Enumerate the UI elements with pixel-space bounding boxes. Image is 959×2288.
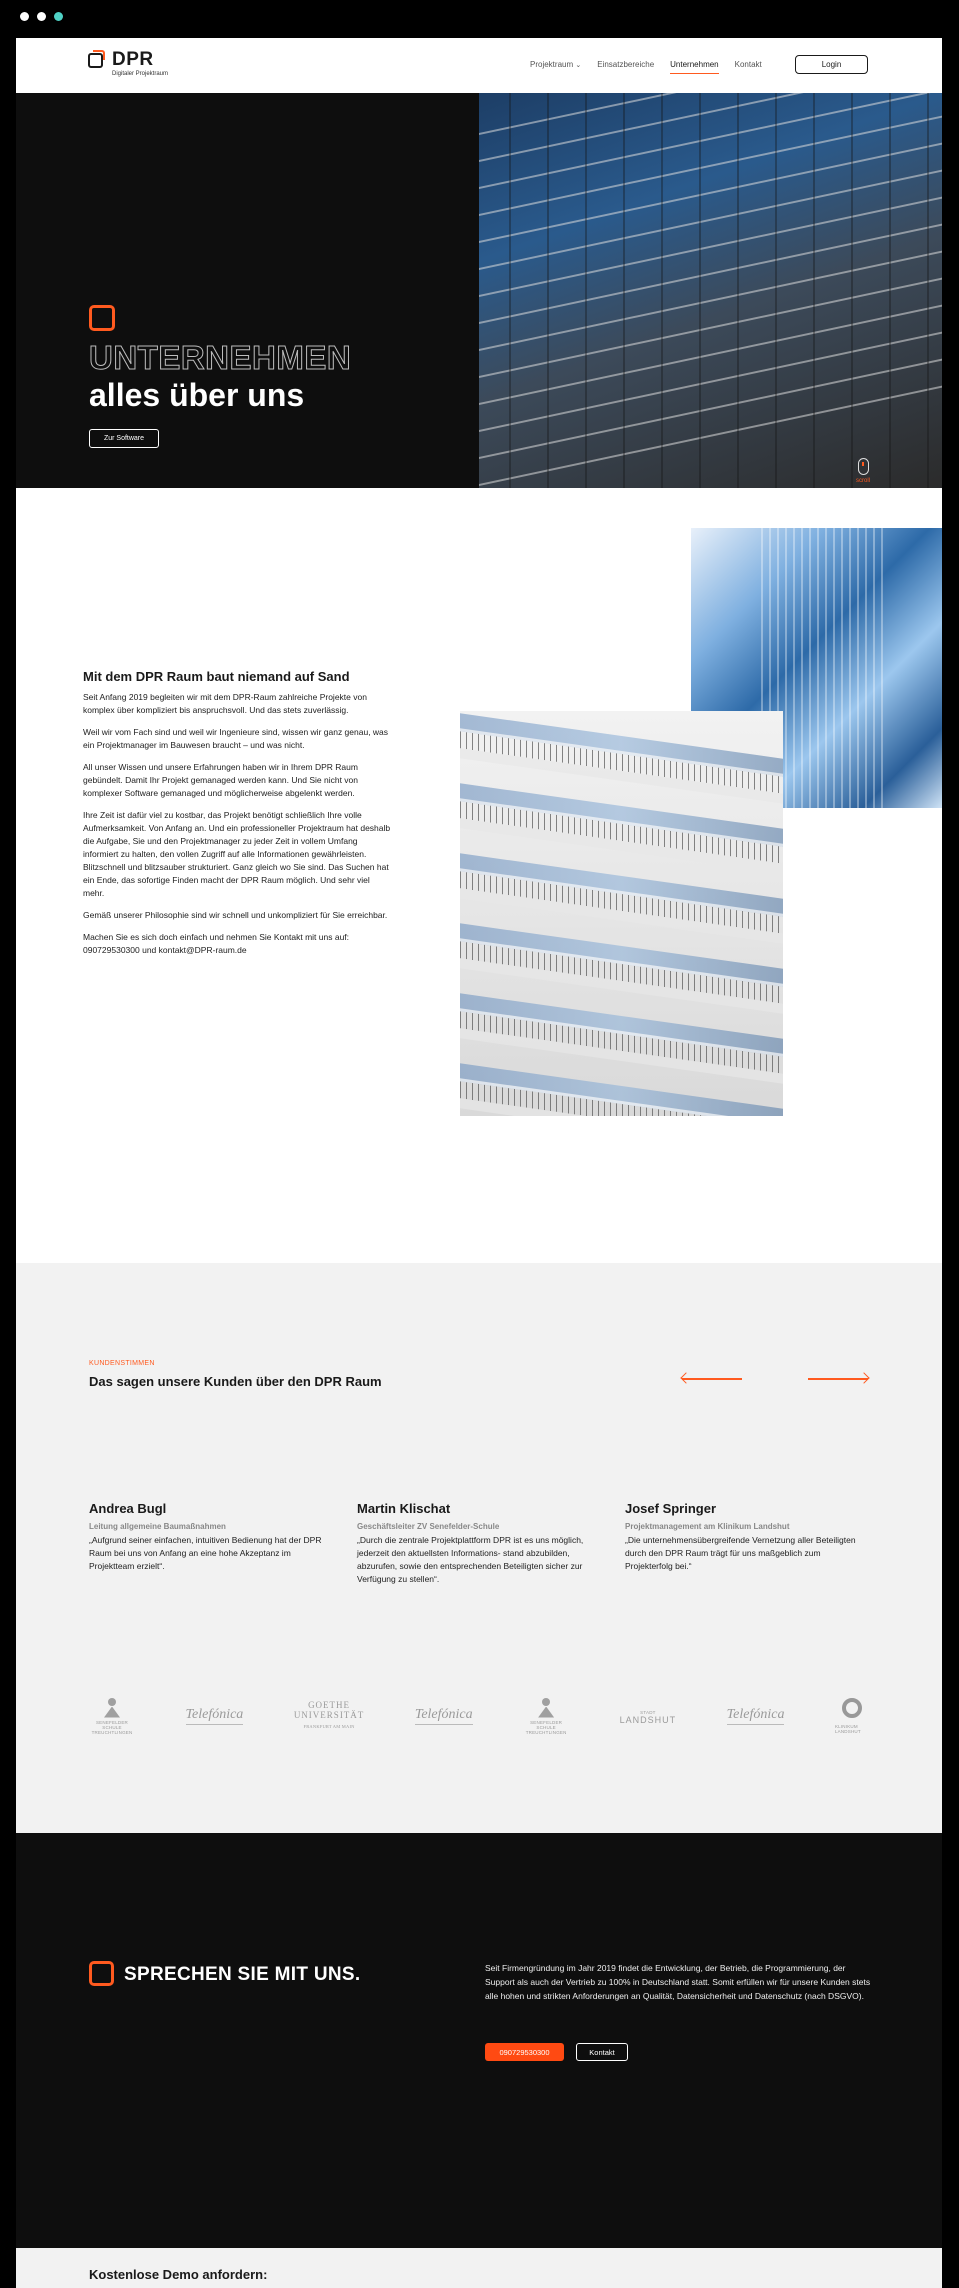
arrow-right-head — [858, 1372, 869, 1383]
nav-item-einsatzbereiche[interactable]: Einsatzbereiche — [597, 60, 655, 69]
testimonial-text: „Durch die zentrale Projektplattform DPR ist es uns möglich, jederzeit den aktuellsten Informations- stand abzubilden, abzurufen, sowie den entsprechenden Beteiligten sicher zur Verfügung zu stellen“. — [357, 1535, 584, 1584]
tower-glass-line — [825, 528, 827, 808]
tower-glass-line — [849, 528, 851, 808]
testimonial-card — [89, 1501, 329, 1573]
hero-column-line — [699, 93, 701, 488]
hero-column-line — [927, 93, 929, 488]
hero-column-line — [889, 93, 891, 488]
hero-column-line — [623, 93, 625, 488]
hero-building-image — [479, 93, 942, 488]
about-paragraph: Seit Anfang 2019 begleiten wir mit dem DPR-Raum zahlreiche Projekte von komplex über kompliziert bis anspruchsvoll. Und das stets zuverlässig. — [83, 692, 367, 715]
testimonial-card — [357, 1501, 597, 1586]
senefelder-logo-text: SENEFELDER SCHULE TREUCHTLINGEN — [525, 1719, 567, 1735]
telefonica-logo: Telefónica — [186, 1707, 244, 1725]
hero-column-line — [851, 93, 853, 488]
scroll-indicator[interactable] — [856, 458, 870, 484]
window-dot-1[interactable] — [20, 12, 29, 21]
contact-title: SPRECHEN SIE MIT UNS. — [124, 1964, 361, 1985]
testimonial-role: Projektmanagement am Klinikum Landshut — [625, 1522, 790, 1531]
figure-icon — [102, 1698, 122, 1718]
goethe-line-2: UNIVERSITÄT — [293, 1710, 365, 1720]
nav-label-projektraum: Projektraum — [530, 60, 574, 69]
scroll-label: scroll — [856, 478, 871, 484]
hero-column-line — [813, 93, 815, 488]
testimonial-text: „Aufgrund seiner einfachen, intuitiven Bedienung hat der DPR Raum bei uns von Anfang an eine hohe Akzeptanz im Projektteam erzielt“. — [89, 1535, 322, 1571]
window-dot-3[interactable] — [54, 12, 63, 21]
phone-button[interactable]: 090729530300 — [485, 2043, 564, 2061]
nav-item-projektraum[interactable] — [530, 60, 581, 69]
logo-text — [112, 50, 168, 77]
nav-item-kontakt[interactable]: Kontakt — [734, 60, 762, 69]
klinikum-logo-text: KLINIKUM LANDSHUT — [834, 1724, 861, 1734]
goethe-university-logo — [294, 1700, 365, 1732]
goethe-line-1: GOETHE — [308, 1700, 351, 1710]
contact-text: Seit Firmengründung im Jahr 2019 findet die Entwicklung, der Betrieb, die Programmierung, der Support als auch der Vertrieb zu 100% in Deutschland statt. Somit erfüllen wir für unsere Kunden stets alle hohen und strikten Anforderungen an Qualität, Datensicherheit und Datenschutz (nach DSGVO). — [485, 1963, 871, 2001]
brand-square-icon — [89, 305, 115, 331]
tower-glass-line — [873, 528, 875, 808]
tower-glass-line — [785, 528, 787, 808]
hero-column-line — [547, 93, 549, 488]
figure-icon — [536, 1698, 556, 1718]
about-paragraph: Machen Sie es sich doch einfach und nehmen Sie Kontakt mit uns auf: 090729530300 und kontakt@DPR-raum.de — [83, 932, 350, 955]
about-title: Mit dem DPR Raum baut niemand auf Sand — [83, 669, 350, 684]
about-paragraph: Ihre Zeit ist dafür viel zu kostbar, das Projekt benötigt schließlich Ihre volle Aufmerksamkeit. Von Anfang an. Und ein professioneller Projektraum hat deshalb die Aufgabe, Sie und den Projektmanager zu jeder Zeit in vollem Umfang informiert zu halten, den vollen Zugriff auf alle Informationen gewährleisten. Blitzschnell und blitzsauber strukturiert. Ganz gleich wo Sie sind. Das Suchen hat ein Ende, das sofortige Finden macht der DPR Raum möglich. Und sehr viel mehr. — [83, 810, 391, 898]
login-button[interactable]: Login — [795, 55, 868, 74]
senefelder-logo — [523, 1698, 569, 1735]
kontakt-button[interactable]: Kontakt — [576, 2043, 628, 2061]
tower-glass-line — [865, 528, 867, 808]
logo[interactable] — [88, 50, 168, 77]
next-arrow-button[interactable] — [808, 1373, 868, 1385]
hero-column-line — [509, 93, 511, 488]
window-dot-2[interactable] — [37, 12, 46, 21]
demo-title: Kostenlose Demo anfordern: — [89, 2267, 268, 2282]
testimonials-kicker: KUNDENSTIMMEN — [89, 1360, 155, 1367]
contact-section — [16, 1833, 942, 2248]
tower-glass-line — [857, 528, 859, 808]
demo-section — [16, 2248, 942, 2288]
hero-title: alles über uns — [89, 377, 305, 413]
hero-column-line — [585, 93, 587, 488]
senefelder-logo-text: SENEFELDER SCHULE TREUCHTLINGEN — [91, 1719, 133, 1735]
tower-glass-line — [841, 528, 843, 808]
window-controls — [20, 12, 63, 21]
tower-glass-line — [793, 528, 795, 808]
hero-section — [16, 93, 942, 488]
hero-column-line — [737, 93, 739, 488]
klinikum-ring-icon — [842, 1698, 862, 1718]
hero-column-line — [661, 93, 663, 488]
client-logos — [89, 1696, 869, 1736]
testimonial-name: Martin Klischat — [357, 1501, 451, 1516]
logo-mark-icon — [88, 50, 108, 70]
testimonial-role: Leitung allgemeine Baumaßnahmen — [89, 1522, 226, 1531]
senefelder-logo — [89, 1698, 135, 1735]
tower-glass-line — [833, 528, 835, 808]
telefonica-logo: Telefónica — [727, 1707, 785, 1725]
about-paragraph: Weil wir vom Fach sind und weil wir Ingenieure sind, wissen wir ganz genau, was ein Projektmanager im Bauwesen braucht – und was nicht. — [83, 727, 389, 750]
landshut-logo — [620, 1708, 677, 1725]
about-section — [16, 488, 942, 1263]
logo-subtitle: Digitaler Projektraum — [112, 71, 169, 77]
telefonica-logo: Telefónica — [415, 1707, 473, 1725]
site-header — [16, 38, 942, 93]
prev-arrow-button[interactable] — [682, 1373, 742, 1385]
tower-glass-line — [881, 528, 883, 808]
tower-glass-line — [801, 528, 803, 808]
brand-square-icon — [89, 1961, 114, 1986]
hero-column-line — [775, 93, 777, 488]
testimonial-card — [625, 1501, 865, 1573]
testimonials-section — [16, 1263, 942, 1833]
testimonial-text: „Die unternehmensübergreifende Vernetzung aller Beteiligten durch den DPR Raum trägt für uns maßgeblich zum Projekterfolg bei.“ — [625, 1535, 856, 1571]
about-paragraph: Gemäß unserer Philosophie sind wir schnell und unkompliziert für Sie erreichbar. — [83, 910, 388, 920]
browser-viewport — [16, 38, 942, 2288]
nav-item-unternehmen[interactable]: Unternehmen — [670, 60, 719, 69]
tower-glass-line — [809, 528, 811, 808]
main-nav — [530, 60, 762, 69]
testimonial-name: Andrea Bugl — [89, 1501, 167, 1516]
testimonials-title: Das sagen unsere Kunden über den DPR Raum — [89, 1374, 382, 1389]
logo-name: DPR — [112, 49, 154, 70]
tower-glass-line — [817, 528, 819, 808]
landshut-logo-top: STADT — [640, 1709, 656, 1715]
chevron-down-icon: ⌄ — [575, 62, 582, 69]
about-paragraph: All unser Wissen und unsere Erfahrungen haben wir in Ihrem DPR Raum gebündelt. Damit Ihr Projekt gemanaged werden kann. Und Sie nicht von komplexer Software gemanaged und möglicherweise abgelenkt werden. — [83, 762, 358, 798]
about-body — [83, 691, 393, 966]
balcony-building-image — [460, 711, 783, 1116]
klinikum-landshut-logo — [835, 1698, 869, 1734]
goethe-line-3: FRANKFURT AM MAIN — [303, 1724, 355, 1729]
mouse-icon — [858, 458, 869, 475]
hero-outline-title: UNTERNEHMEN — [89, 339, 352, 376]
landshut-logo-text: LANDSHUT — [619, 1714, 677, 1725]
zur-software-button[interactable]: Zur Software — [89, 429, 159, 448]
testimonial-role: Geschäftsleiter ZV Senefelder-Schule — [357, 1522, 500, 1531]
testimonial-name: Josef Springer — [625, 1501, 717, 1516]
arrow-left-head — [680, 1372, 691, 1383]
